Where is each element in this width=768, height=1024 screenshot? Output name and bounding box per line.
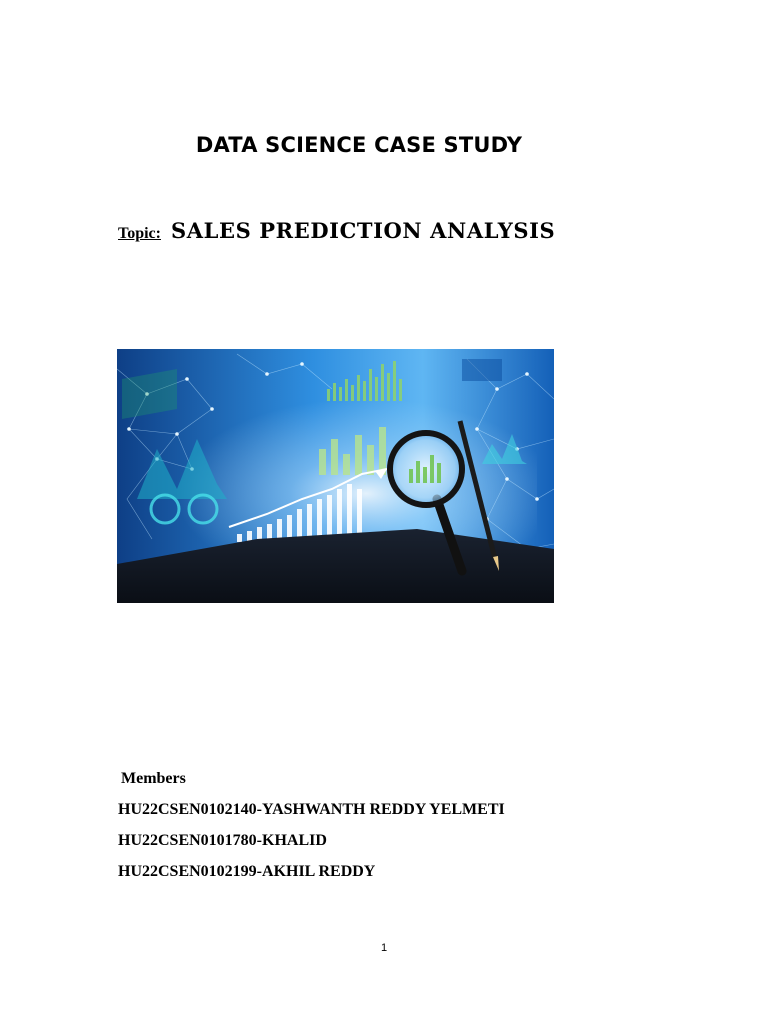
members-section bbox=[118, 768, 505, 892]
member-entry: HU22CSEN0102199-AKHIL REDDY bbox=[118, 863, 376, 880]
topic-line bbox=[118, 218, 555, 243]
document-title: DATA SCIENCE CASE STUDY bbox=[195, 133, 523, 157]
topic-label: Topic: bbox=[118, 225, 161, 242]
topic-value: SALES PREDICTION ANALYSIS bbox=[170, 218, 556, 243]
hero-image bbox=[117, 349, 554, 603]
member-entry: HU22CSEN0101780-KHALID bbox=[118, 832, 327, 849]
page-number: 1 bbox=[380, 942, 388, 954]
member-entry: HU22CSEN0102140-YASHWANTH REDDY YELMETI bbox=[118, 801, 505, 818]
members-heading: Members bbox=[121, 770, 186, 787]
data-analytics-magnifier-illustration-icon bbox=[117, 349, 554, 603]
